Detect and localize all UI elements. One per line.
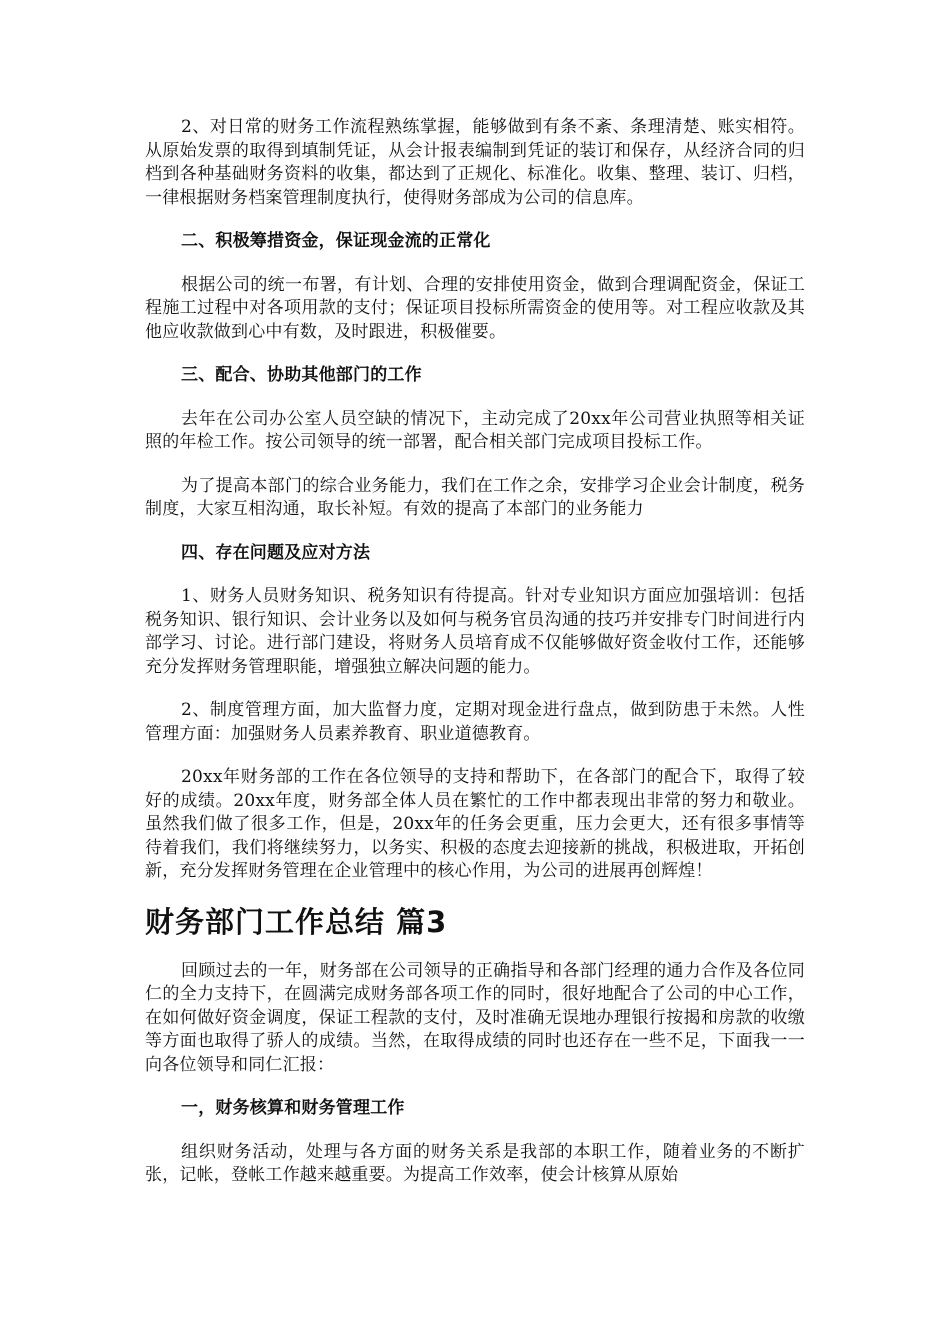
- article-title: 财务部门工作总结 篇3: [145, 904, 448, 939]
- paragraph-daily-workflow: 2、对日常的财务工作流程熟练掌握，能够做到有条不紊、条理清楚、账实相符。从原始发票的取得到填制凭证，从会计报表编制到凭证的装订和保存，从经济合同的归档到各种基础财务资料的收集，都达到了正规化、标准化。收集、整理、装订、归档，一律根据财务档案管理制度执行，使得财务部成为公司的信息库。: [145, 117, 805, 208]
- section-heading-accounting: 一，财务核算和财务管理工作: [181, 1098, 405, 1118]
- paragraph-problem-1: 1、财务人员财务知识、税务知识有待提高。针对专业知识方面应加强培训：包括税务知识、银行知识、会计业务以及如何与税务官员沟通的技巧并安排专门时间进行内部学习、讨论。进行部门建设，将财务人员培育成不仅能够做好资金收付工作，还能够充分发挥财务管理职能，增强独立解决问题的能力。: [145, 586, 805, 677]
- paragraph-training: 为了提高本部门的综合业务能力，我们在工作之余，安排学习企业会计制度，税务制度，大家互相沟通，取长补短。有效的提高了本部门的业务能力: [145, 475, 805, 519]
- paragraph-funding: 根据公司的统一布署，有计划、合理的安排使用资金，做到合理调配资金，保证工程施工过程中对各项用款的支付；保证项目投标所需资金的使用等。对工程应收款及其他应收款做到心中有数，及时跟进，积极催要。: [145, 274, 805, 342]
- section-heading-funding: 二、积极筹措资金，保证现金流的正常化: [181, 231, 491, 251]
- paragraph-accounting: 组织财务活动，处理与各方面的财务关系是我部的本职工作，随着业务的不断扩张，记帐，登帐工作越来越重要。为提高工作效率，使会计核算从原始: [145, 1141, 805, 1185]
- document-page: [145, 116, 805, 1188]
- paragraph-annual-inspection: 去年在公司办公室人员空缺的情况下，主动完成了20xx年公司营业执照等相关证照的年检工作。按公司领导的统一部署，配合相关部门完成项目投标工作。: [145, 408, 805, 452]
- section-heading-cooperation: 三、配合、协助其他部门的工作: [181, 365, 422, 385]
- paragraph-problem-2: 2、制度管理方面，加大监督力度，定期对现金进行盘点，做到防患于未然。人性管理方面：加强财务人员素养教育、职业道德教育。: [145, 700, 805, 744]
- paragraph-conclusion: 20xx年财务部的工作在各位领导的支持和帮助下，在各部门的配合下，取得了较好的成绩。20xx年度，财务部全体人员在繁忙的工作中都表现出非常的努力和敬业。虽然我们做了很多工作，但是，20xx年的任务会更重，压力会更大，还有很多事情等待着我们，我们将继续努力，以务实、积极的态度去迎接新的挑战，积极进取，开拓创新，充分发挥财务管理在企业管理中的核心作用，为公司的进展再创辉煌！: [145, 767, 805, 881]
- section-heading-problems: 四、存在问题及应对方法: [181, 542, 371, 563]
- paragraph-review: 回顾过去的一年，财务部在公司领导的正确指导和各部门经理的通力合作及各位同仁的全力支持下，在圆满完成财务部各项工作的同时，很好地配合了公司的中心工作，在如何做好资金调度，保证工程款的支付，及时准确无误地办理银行按揭和房款的收缴等方面也取得了骄人的成绩。当然，在取得成绩的同时也还存在一些不足，下面我一一向各位领导和同仁汇报：: [145, 960, 805, 1075]
